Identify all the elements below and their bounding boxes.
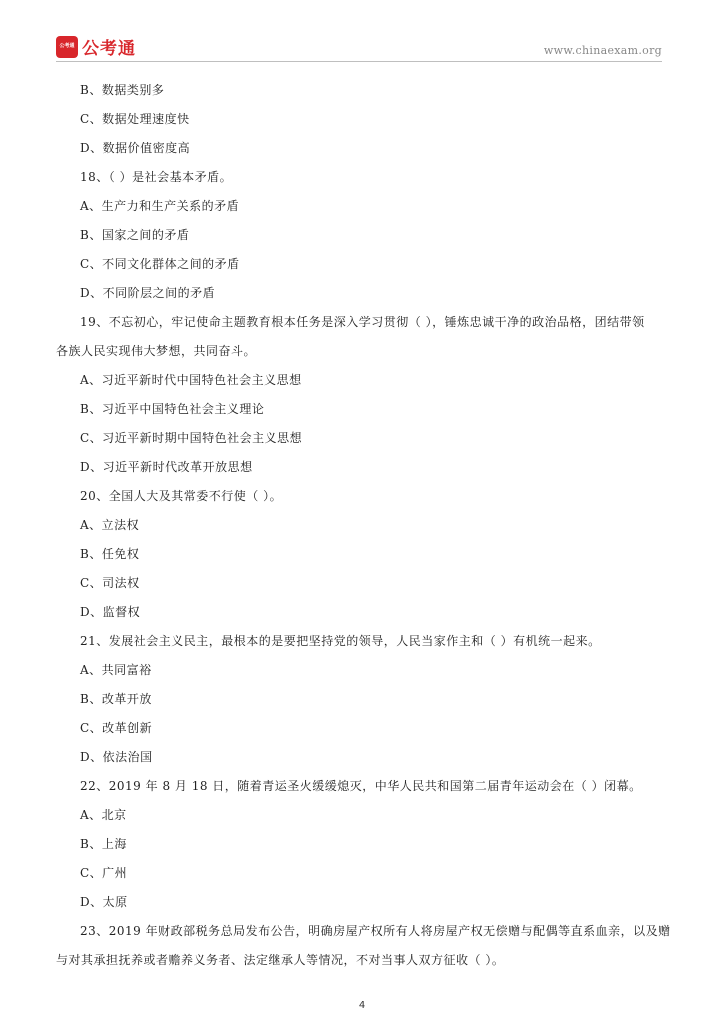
question-line: 22、2019 年 8 月 18 日，随着青运圣火缓缓熄灭，中华人民共和国第二届青年运动会在（ ）闭幕。 bbox=[80, 779, 642, 793]
question-23-line-2: 与对其承担抚养或者赡养义务者、法定继承人等情况，不对当事人双方征收（ ）。 bbox=[56, 953, 505, 967]
option-line: C、改革创新 bbox=[80, 721, 153, 735]
page-number: 4 bbox=[358, 1000, 366, 1011]
logo-text: 公考通 bbox=[82, 39, 136, 59]
option-line: A、共同富裕 bbox=[80, 663, 152, 677]
option-line: A、生产力和生产关系的矛盾 bbox=[80, 199, 240, 213]
option-line: C、不同文化群体之间的矛盾 bbox=[80, 257, 240, 271]
option-line: D、数据价值密度高 bbox=[80, 141, 191, 155]
option-line: D、监督权 bbox=[80, 605, 141, 619]
question-23-line-1: 23、2019 年财政部税务总局发布公告，明确房屋产权所有人将房屋产权无偿赠与配偶等直系血亲，以及赠 bbox=[80, 924, 671, 938]
logo-badge-icon: 公考通 bbox=[56, 36, 78, 58]
option-line: A、北京 bbox=[80, 808, 127, 822]
option-line: C、数据处理速度快 bbox=[80, 112, 190, 126]
site-url[interactable]: www.chinaexam.org bbox=[543, 44, 662, 57]
question-line: 18、（ ）是社会基本矛盾。 bbox=[80, 170, 233, 184]
option-line: B、国家之间的矛盾 bbox=[80, 228, 190, 242]
question-19-line-1: 19、不忘初心，牢记使命主题教育根本任务是深入学习贯彻（ ），锤炼忠诚干净的政治品格，团结带领 bbox=[80, 315, 645, 329]
option-line: B、数据类别多 bbox=[80, 83, 165, 97]
option-line: D、习近平新时代改革开放思想 bbox=[80, 460, 253, 474]
question-line: 20、全国人大及其常委不行使（ ）。 bbox=[80, 489, 283, 503]
page-header bbox=[56, 30, 662, 60]
option-line: A、习近平新时代中国特色社会主义思想 bbox=[80, 373, 302, 387]
document-body bbox=[56, 76, 671, 975]
option-line: D、依法治国 bbox=[80, 750, 153, 764]
header-divider bbox=[56, 61, 662, 62]
option-line: B、习近平中国特色社会主义理论 bbox=[80, 402, 265, 416]
option-line: B、任免权 bbox=[80, 547, 140, 561]
option-line: D、不同阶层之间的矛盾 bbox=[80, 286, 216, 300]
question-line: 21、发展社会主义民主，最根本的是要把坚持党的领导，人民当家作主和（ ）有机统一起来。 bbox=[80, 634, 601, 648]
option-line: C、习近平新时期中国特色社会主义思想 bbox=[80, 431, 303, 445]
option-line: D、太原 bbox=[80, 895, 128, 909]
option-line: C、广州 bbox=[80, 866, 128, 880]
question-19-line-2: 各族人民实现伟大梦想，共同奋斗。 bbox=[56, 344, 257, 358]
option-line: C、司法权 bbox=[80, 576, 140, 590]
logo[interactable] bbox=[56, 34, 136, 59]
option-line: B、改革开放 bbox=[80, 692, 152, 706]
option-line: A、立法权 bbox=[80, 518, 140, 532]
option-line: B、上海 bbox=[80, 837, 127, 851]
